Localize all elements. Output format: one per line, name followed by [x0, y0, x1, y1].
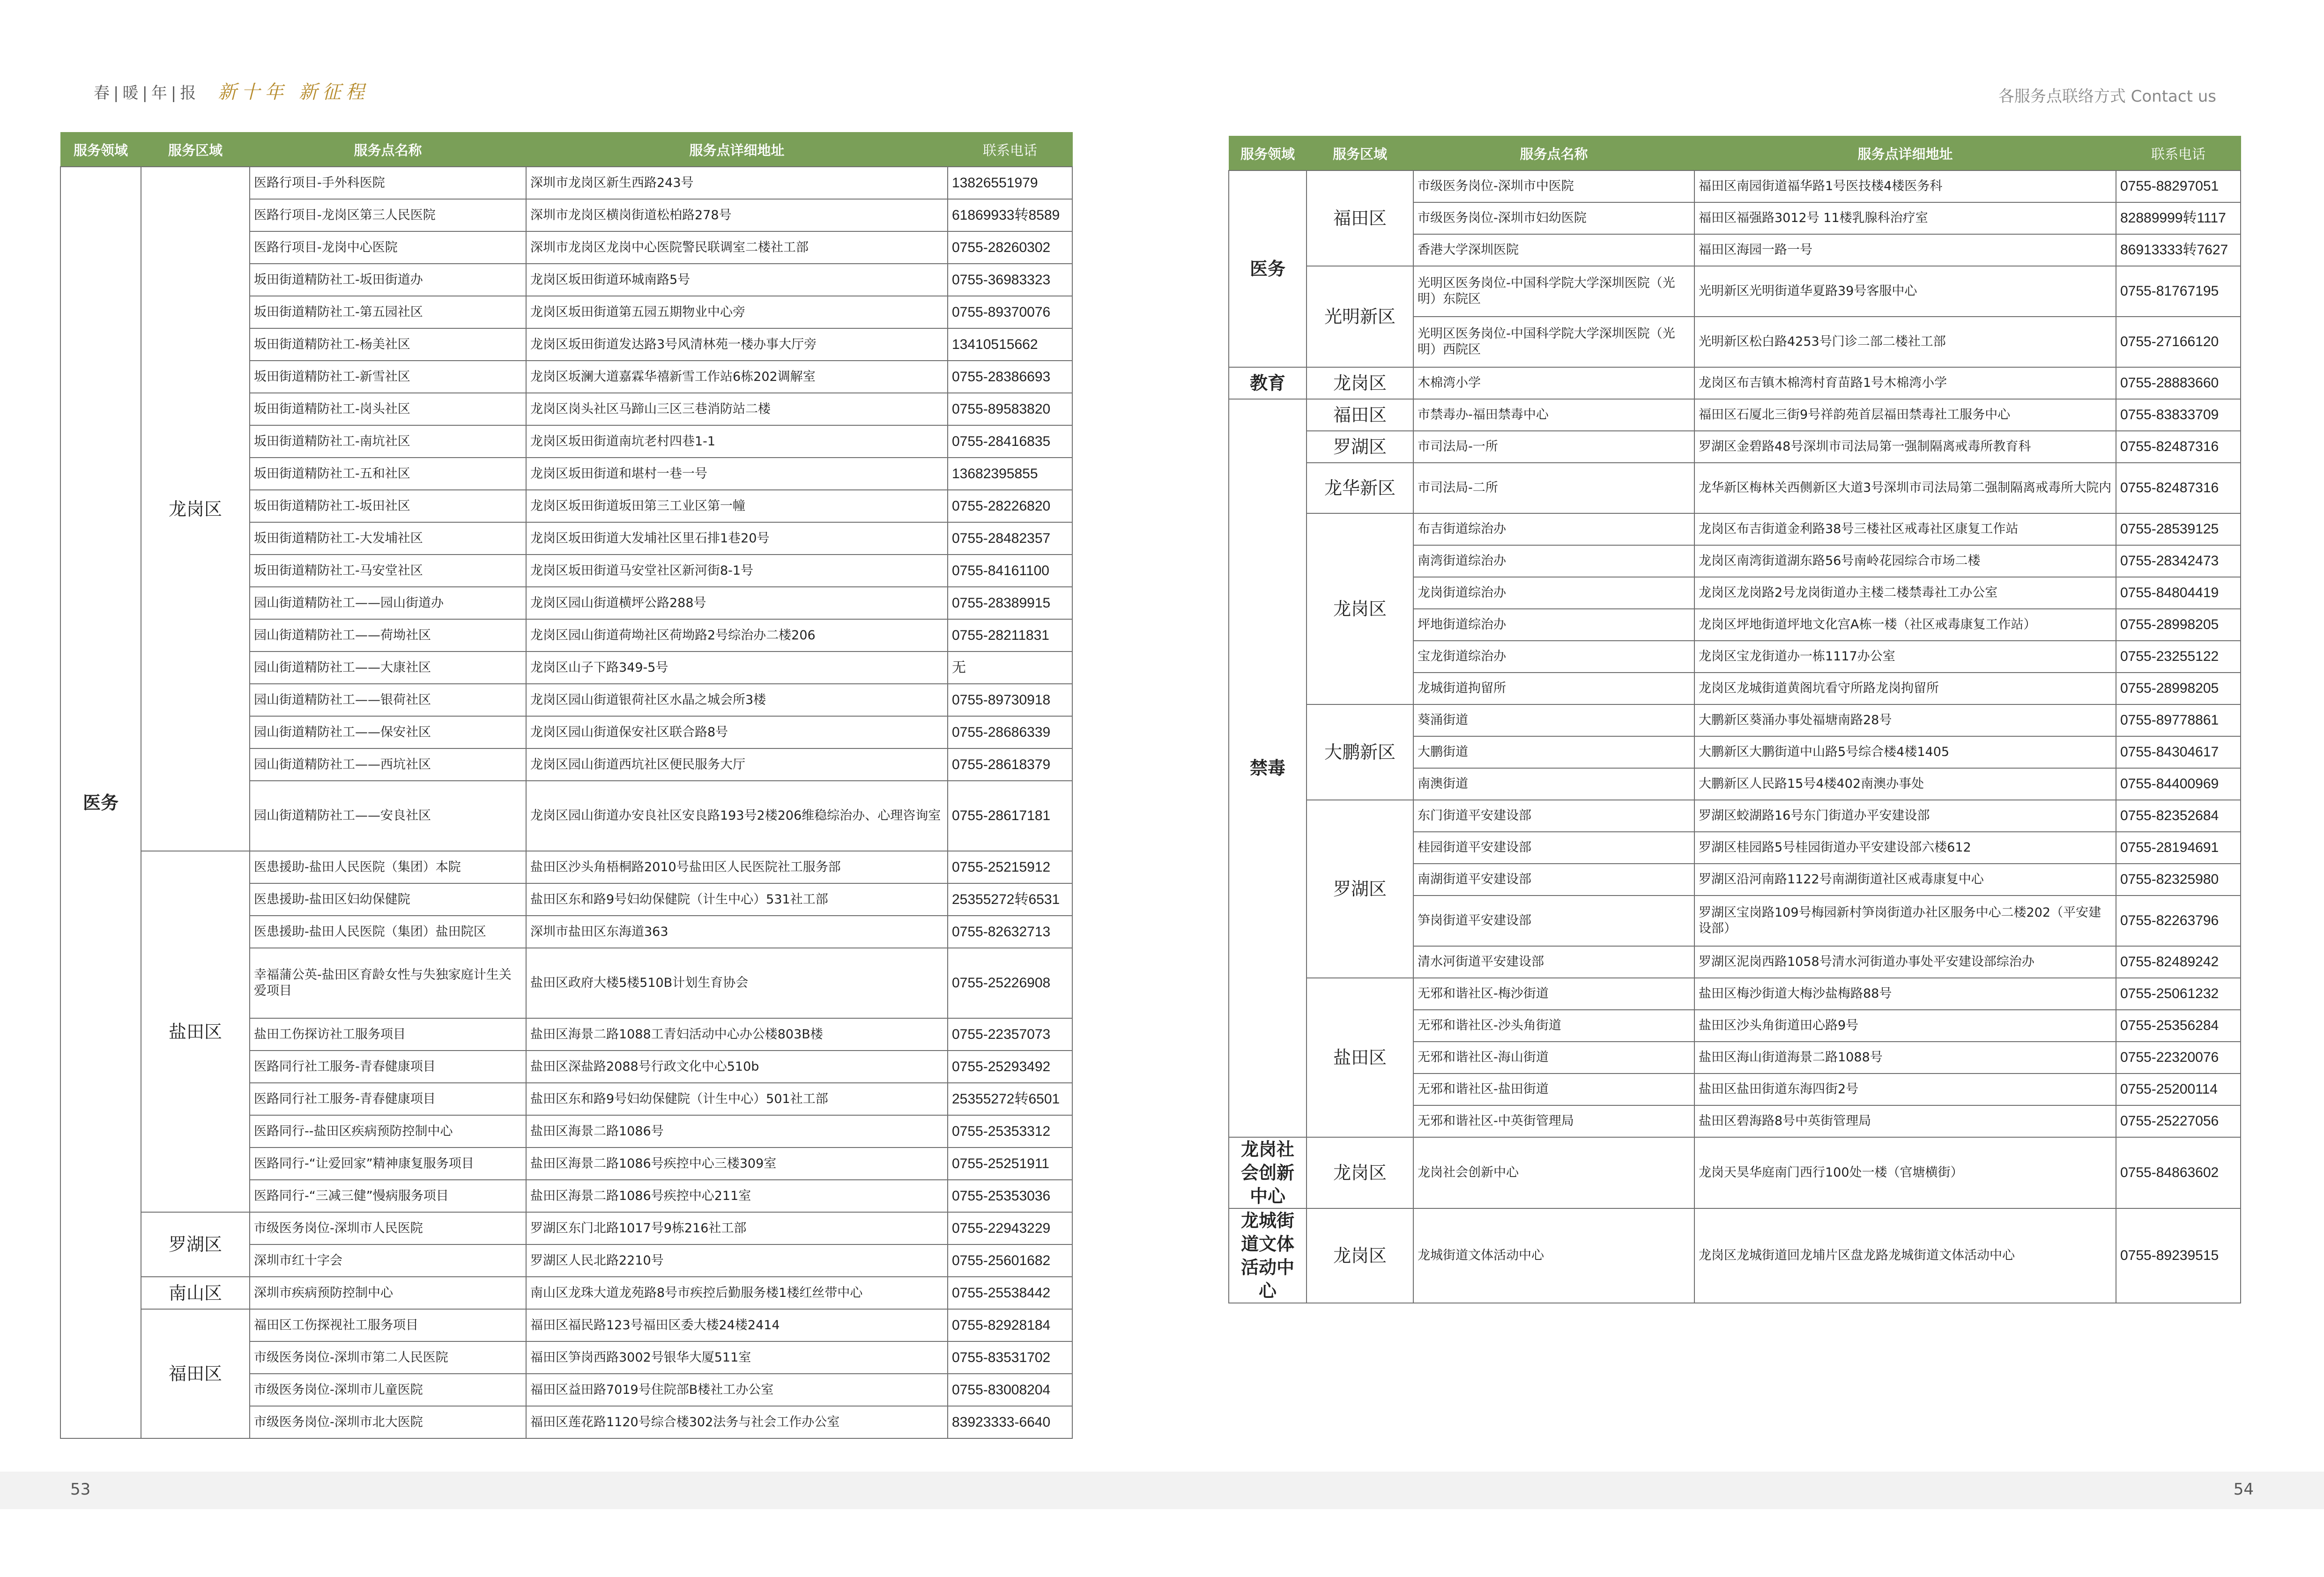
col-header-name: 服务点名称	[1413, 136, 1694, 171]
service-point-name: 坪地街道综治办	[1413, 609, 1694, 641]
service-point-phone: 0755-84161100	[948, 555, 1072, 587]
service-area: 龙岗社会创新中心	[1229, 1137, 1307, 1208]
service-point-address: 盐田区海山街道海景二路1088号	[1694, 1042, 2116, 1074]
service-point-name: 龙城街道文体活动中心	[1413, 1208, 1694, 1303]
service-point-phone: 0755-28211831	[948, 619, 1072, 652]
service-point-address: 龙岗区园山街道荷坳社区荷坳路2号综治办二楼206	[526, 619, 948, 652]
service-point-name: 无邪和谐社区-海山街道	[1413, 1042, 1694, 1074]
service-district: 盐田区	[141, 851, 250, 1212]
service-point-address: 龙岗区坂田街道第五园五期物业中心旁	[526, 296, 948, 328]
table-row	[1229, 431, 2241, 463]
table-row	[1229, 399, 2241, 431]
service-point-name: 市级医务岗位-深圳市妇幼医院	[1413, 202, 1694, 234]
service-point-name: 园山街道精防社工——荷坳社区	[250, 619, 526, 652]
service-point-phone: 0755-89239515	[2116, 1208, 2241, 1303]
service-table-right	[1228, 136, 2241, 1303]
service-point-phone: 0755-28389915	[948, 587, 1072, 619]
service-point-name: 宝龙街道综治办	[1413, 641, 1694, 673]
service-point-address: 福田区莲花路1120号综合楼302法务与社会工作办公室	[526, 1406, 948, 1438]
service-point-name: 园山街道精防社工——保安社区	[250, 716, 526, 748]
service-point-name: 幸福蒲公英-盐田区育龄女性与失独家庭计生关爱项目	[250, 948, 526, 1018]
service-point-address: 深圳市龙岗区横岗街道松柏路278号	[526, 199, 948, 231]
service-point-phone: 0755-28686339	[948, 716, 1072, 748]
service-point-name: 园山街道精防社工——西坑社区	[250, 748, 526, 781]
service-point-phone: 0755-28194691	[2116, 832, 2241, 864]
service-point-address: 福田区南园街道福华路1号医技楼4楼医务科	[1694, 170, 2116, 202]
service-point-phone: 82889999转1117	[2116, 202, 2241, 234]
service-district: 光明新区	[1307, 266, 1413, 367]
service-point-name: 医路行项目-手外科医院	[250, 167, 526, 199]
service-point-name: 坂田街道精防社工-南坑社区	[250, 425, 526, 458]
service-district: 罗湖区	[1307, 431, 1413, 463]
service-point-address: 龙岗天昊华庭南门西行100处一楼（官塘横街）	[1694, 1137, 2116, 1208]
service-point-address: 罗湖区金碧路48号深圳市司法局第一强制隔离戒毒所教育科	[1694, 431, 2116, 463]
service-point-phone: 0755-22320076	[2116, 1042, 2241, 1074]
service-point-address: 龙华新区梅林关西侧新区大道3号深圳市司法局第二强制隔离戒毒所大院内	[1694, 463, 2116, 513]
service-point-name: 园山街道精防社工——园山街道办	[250, 587, 526, 619]
service-point-phone: 0755-28998205	[2116, 609, 2241, 641]
service-point-address: 福田区海园一路一号	[1694, 234, 2116, 266]
col-header-address: 服务点详细地址	[1694, 136, 2116, 171]
service-point-name: 桂园街道平安建设部	[1413, 832, 1694, 864]
service-point-phone: 0755-84863602	[2116, 1137, 2241, 1208]
col-header-area: 服务领域	[60, 133, 141, 167]
service-point-phone: 61869933转8589	[948, 199, 1072, 231]
service-point-address: 盐田区沙头角梧桐路2010号盐田区人民医院社工服务部	[526, 851, 948, 883]
service-point-name: 福田区工伤探视社工服务项目	[250, 1309, 526, 1341]
service-point-name: 大鹏街道	[1413, 736, 1694, 768]
service-point-name: 市级医务岗位-深圳市人民医院	[250, 1212, 526, 1244]
service-point-name: 医患援助-盐田人民医院（集团）本院	[250, 851, 526, 883]
service-point-phone: 0755-83833709	[2116, 399, 2241, 431]
service-point-name: 市禁毒办-福田禁毒中心	[1413, 399, 1694, 431]
table-row	[60, 167, 1072, 199]
page-header-left	[94, 77, 369, 104]
service-point-address: 龙岗区坂澜大道嘉霖华禧新雪工作站6栋202调解室	[526, 361, 948, 393]
service-point-name: 无邪和谐社区-梅沙街道	[1413, 978, 1694, 1010]
service-point-address: 龙岗区园山街道横坪公路288号	[526, 587, 948, 619]
table-row	[60, 851, 1072, 883]
service-point-phone: 0755-25226908	[948, 948, 1072, 1018]
service-point-phone: 0755-82632713	[948, 916, 1072, 948]
service-point-phone: 0755-28226820	[948, 490, 1072, 522]
service-point-phone: 0755-28618379	[948, 748, 1072, 781]
service-point-phone: 0755-82489242	[2116, 946, 2241, 978]
service-point-phone: 0755-28883660	[2116, 367, 2241, 399]
table-row	[1229, 1208, 2241, 1303]
service-point-name: 坂田街道精防社工-五和社区	[250, 458, 526, 490]
service-point-name: 市司法局-二所	[1413, 463, 1694, 513]
service-point-address: 龙岗区坂田街道大发埔社区里石排1巷20号	[526, 522, 948, 555]
service-point-address: 龙岗区坂田街道和堪村一巷一号	[526, 458, 948, 490]
table-row	[1229, 1137, 2241, 1208]
service-point-address: 龙岗区园山街道银荷社区水晶之城会所3楼	[526, 684, 948, 716]
col-header-district: 服务区域	[141, 133, 250, 167]
service-area: 禁毒	[1229, 399, 1307, 1137]
service-point-address: 龙岗区园山街道保安社区联合路8号	[526, 716, 948, 748]
service-point-name: 无邪和谐社区-沙头角街道	[1413, 1010, 1694, 1042]
service-point-address: 福田区福强路3012号 11楼乳腺科治疗室	[1694, 202, 2116, 234]
service-point-name: 葵涌街道	[1413, 704, 1694, 736]
service-point-name: 笋岗街道平安建设部	[1413, 896, 1694, 946]
service-point-name: 坂田街道精防社工-新雪社区	[250, 361, 526, 393]
service-point-name: 南澳街道	[1413, 768, 1694, 800]
table-row	[1229, 513, 2241, 545]
service-point-phone: 0755-89778861	[2116, 704, 2241, 736]
service-point-name: 园山街道精防社工——大康社区	[250, 652, 526, 684]
service-point-phone: 0755-25356284	[2116, 1010, 2241, 1042]
service-point-address: 深圳市盐田区东海道363	[526, 916, 948, 948]
service-point-phone: 0755-28998205	[2116, 673, 2241, 704]
service-point-phone: 0755-25251911	[948, 1148, 1072, 1180]
service-point-phone: 0755-84304617	[2116, 736, 2241, 768]
service-district: 盐田区	[1307, 978, 1413, 1137]
service-district: 龙岗区	[141, 167, 250, 851]
service-point-phone: 0755-28482357	[948, 522, 1072, 555]
service-point-phone: 0755-82352684	[2116, 800, 2241, 832]
col-header-name: 服务点名称	[250, 133, 526, 167]
service-point-name: 龙岗社会创新中心	[1413, 1137, 1694, 1208]
service-point-name: 坂田街道精防社工-马安堂社区	[250, 555, 526, 587]
service-point-address: 光明新区松白路4253号门诊二部二楼社工部	[1694, 317, 2116, 367]
service-point-address: 龙岗区山子下路349-5号	[526, 652, 948, 684]
service-point-address: 盐田区海景二路1086号疾控中心211室	[526, 1180, 948, 1212]
service-point-phone: 13410515662	[948, 328, 1072, 361]
service-district: 龙岗区	[1307, 1137, 1413, 1208]
service-point-name: 医路同行社工服务-青春健康项目	[250, 1083, 526, 1115]
table-header-row	[1229, 136, 2241, 171]
service-point-name: 东门街道平安建设部	[1413, 800, 1694, 832]
service-point-name: 光明区医务岗位-中国科学院大学深圳医院（光明）西院区	[1413, 317, 1694, 367]
service-point-phone: 0755-82325980	[2116, 864, 2241, 896]
service-point-phone: 0755-84804419	[2116, 577, 2241, 609]
service-point-phone: 0755-83008204	[948, 1374, 1072, 1406]
service-point-address: 龙岗区园山街道办安良社区安良路193号2楼206维稳综治办、心理咨询室	[526, 781, 948, 851]
service-point-name: 香港大学深圳医院	[1413, 234, 1694, 266]
service-point-phone: 0755-25227056	[2116, 1105, 2241, 1137]
service-point-address: 龙岗区龙城街道回龙埔片区盘龙路龙城街道文体活动中心	[1694, 1208, 2116, 1303]
service-point-phone: 0755-89370076	[948, 296, 1072, 328]
service-point-address: 深圳市龙岗区新生西路243号	[526, 167, 948, 199]
service-point-name: 深圳市疾病预防控制中心	[250, 1277, 526, 1309]
service-point-address: 龙岗区坂田街道南坑老村四巷1-1	[526, 425, 948, 458]
service-point-address: 盐田区政府大楼5楼510B计划生育协会	[526, 948, 948, 1018]
service-point-name: 布吉街道综治办	[1413, 513, 1694, 545]
service-point-phone: 无	[948, 652, 1072, 684]
service-point-phone: 0755-82928184	[948, 1309, 1072, 1341]
service-area: 龙城街道文体活动中心	[1229, 1208, 1307, 1303]
report-title: 春|暖|年|报	[94, 84, 200, 103]
service-point-name: 园山街道精防社工——银荷社区	[250, 684, 526, 716]
service-point-name: 医患援助-盐田区妇幼保健院	[250, 883, 526, 916]
service-point-address: 龙岗区坪地街道坪地文化宫A栋一楼（社区戒毒康复工作站）	[1694, 609, 2116, 641]
service-point-address: 龙岗区坂田街道环城南路5号	[526, 264, 948, 296]
page-number-right: 54	[2233, 1480, 2254, 1499]
service-point-phone: 0755-89583820	[948, 393, 1072, 425]
service-district: 龙华新区	[1307, 463, 1413, 513]
table-header-row	[60, 133, 1072, 167]
service-point-phone: 0755-25538442	[948, 1277, 1072, 1309]
service-point-name: 坂田街道精防社工-第五园社区	[250, 296, 526, 328]
service-point-address: 罗湖区泥岗西路1058号清水河街道办事处平安建设部综治办	[1694, 946, 2116, 978]
service-point-phone: 0755-28416835	[948, 425, 1072, 458]
service-area: 教育	[1229, 367, 1307, 399]
service-point-address: 龙岗区坂田街道发达路3号风清林苑一楼办事大厅旁	[526, 328, 948, 361]
service-point-address: 光明新区光明街道华夏路39号客服中心	[1694, 266, 2116, 317]
service-point-phone: 0755-27166120	[2116, 317, 2241, 367]
service-point-address: 龙岗区布吉镇木棉湾村育苗路1号木棉湾小学	[1694, 367, 2116, 399]
service-point-phone: 0755-25215912	[948, 851, 1072, 883]
col-header-district: 服务区域	[1307, 136, 1413, 171]
service-point-name: 南湾街道综治办	[1413, 545, 1694, 577]
service-district: 福田区	[1307, 170, 1413, 266]
col-header-address: 服务点详细地址	[526, 133, 948, 167]
service-point-address: 罗湖区蛟湖路16号东门街道办平安建设部	[1694, 800, 2116, 832]
service-point-address: 大鹏新区大鹏街道中山路5号综合楼4楼1405	[1694, 736, 2116, 768]
service-point-address: 罗湖区沿河南路1122号南湖街道社区戒毒康复中心	[1694, 864, 2116, 896]
service-point-address: 龙岗区南湾街道湖东路56号南岭花园综合市场二楼	[1694, 545, 2116, 577]
service-point-name: 光明区医务岗位-中国科学院大学深圳医院（光明）东院区	[1413, 266, 1694, 317]
service-point-address: 罗湖区宝岗路109号梅园新村笋岗街道办社区服务中心二楼202（平安建设部）	[1694, 896, 2116, 946]
service-point-address: 龙岗区园山街道西坑社区便民服务大厅	[526, 748, 948, 781]
service-point-address: 龙岗区坂田街道马安堂社区新河街8-1号	[526, 555, 948, 587]
service-point-name: 园山街道精防社工——安良社区	[250, 781, 526, 851]
report-slogan: 新十年 新征程	[218, 81, 369, 103]
service-point-address: 盐田区沙头角街道田心路9号	[1694, 1010, 2116, 1042]
service-point-address: 龙岗区坂田街道坂田第三工业区第一幢	[526, 490, 948, 522]
service-point-address: 盐田区梅沙街道大梅沙盐梅路88号	[1694, 978, 2116, 1010]
service-point-name: 坂田街道精防社工-杨美社区	[250, 328, 526, 361]
service-point-phone: 0755-22357073	[948, 1018, 1072, 1051]
table-row	[1229, 704, 2241, 736]
service-point-name: 医患援助-盐田人民医院（集团）盐田院区	[250, 916, 526, 948]
col-header-phone: 联系电话	[948, 133, 1072, 167]
service-point-address: 盐田区深盐路2088号行政文化中心510b	[526, 1051, 948, 1083]
service-district: 龙岗区	[1307, 513, 1413, 704]
footer-band	[0, 1472, 2324, 1509]
service-point-address: 福田区益田路7019号住院部B楼社工办公室	[526, 1374, 948, 1406]
service-point-name: 木棉湾小学	[1413, 367, 1694, 399]
service-point-address: 福田区石厦北三街9号祥韵苑首层福田禁毒社工服务中心	[1694, 399, 2116, 431]
service-point-phone: 0755-89730918	[948, 684, 1072, 716]
service-point-phone: 0755-25353312	[948, 1115, 1072, 1148]
table-row	[1229, 463, 2241, 513]
service-point-address: 罗湖区人民北路2210号	[526, 1244, 948, 1277]
service-point-name: 医路同行-“三减三健”慢病服务项目	[250, 1180, 526, 1212]
service-point-name: 盐田工伤探访社工服务项目	[250, 1018, 526, 1051]
service-point-phone: 25355272转6531	[948, 883, 1072, 916]
service-point-name: 市级医务岗位-深圳市北大医院	[250, 1406, 526, 1438]
service-point-address: 龙岗区岗头社区马蹄山三区三巷消防站二楼	[526, 393, 948, 425]
service-point-address: 大鹏新区人民路15号4楼402南澳办事处	[1694, 768, 2116, 800]
service-point-phone: 0755-28539125	[2116, 513, 2241, 545]
service-point-address: 龙岗区龙城街道黄阁坑看守所路龙岗拘留所	[1694, 673, 2116, 704]
service-point-phone: 0755-25061232	[2116, 978, 2241, 1010]
service-point-name: 坂田街道精防社工-岗头社区	[250, 393, 526, 425]
table-row	[1229, 978, 2241, 1010]
col-header-area: 服务领域	[1229, 136, 1307, 171]
service-point-phone: 0755-28386693	[948, 361, 1072, 393]
service-point-phone: 83923333-6640	[948, 1406, 1072, 1438]
service-point-phone: 0755-25200114	[2116, 1074, 2241, 1105]
service-point-address: 福田区笋岗西路3002号银华大厦511室	[526, 1341, 948, 1374]
page-header-right: 各服务点联络方式 Contact us	[1998, 87, 2216, 106]
table-row	[60, 1212, 1072, 1244]
service-district: 福田区	[141, 1309, 250, 1438]
service-point-address: 大鹏新区葵涌办事处福塘南路28号	[1694, 704, 2116, 736]
service-point-phone: 0755-28342473	[2116, 545, 2241, 577]
service-point-name: 坂田街道精防社工-坂田社区	[250, 490, 526, 522]
service-point-phone: 0755-81767195	[2116, 266, 2241, 317]
service-point-name: 无邪和谐社区-中英街管理局	[1413, 1105, 1694, 1137]
service-point-name: 南湖街道平安建设部	[1413, 864, 1694, 896]
table-row	[1229, 800, 2241, 832]
service-point-phone: 0755-25601682	[948, 1244, 1072, 1277]
service-point-address: 龙岗区布吉街道金利路38号三楼社区戒毒社区康复工作站	[1694, 513, 2116, 545]
service-district: 龙岗区	[1307, 1208, 1413, 1303]
service-point-phone: 25355272转6501	[948, 1083, 1072, 1115]
service-point-phone: 13682395855	[948, 458, 1072, 490]
service-point-name: 龙城街道拘留所	[1413, 673, 1694, 704]
service-point-phone: 0755-82487316	[2116, 431, 2241, 463]
service-point-name: 市级医务岗位-深圳市第二人民医院	[250, 1341, 526, 1374]
service-point-phone: 13826551979	[948, 167, 1072, 199]
service-point-phone: 0755-22943229	[948, 1212, 1072, 1244]
service-district: 福田区	[1307, 399, 1413, 431]
service-point-address: 深圳市龙岗区龙岗中心医院警民联调室二楼社工部	[526, 231, 948, 264]
service-point-name: 市司法局-一所	[1413, 431, 1694, 463]
table-row	[1229, 367, 2241, 399]
service-point-address: 盐田区海景二路1088工青妇活动中心办公楼803B楼	[526, 1018, 948, 1051]
service-point-phone: 0755-82263796	[2116, 896, 2241, 946]
service-area: 医务	[1229, 170, 1307, 367]
service-point-phone: 0755-83531702	[948, 1341, 1072, 1374]
service-point-name: 坂田街道精防社工-大发埔社区	[250, 522, 526, 555]
service-point-name: 市级医务岗位-深圳市儿童医院	[250, 1374, 526, 1406]
service-point-name: 坂田街道精防社工-坂田街道办	[250, 264, 526, 296]
service-point-phone: 0755-82487316	[2116, 463, 2241, 513]
service-table-left	[60, 132, 1073, 1439]
service-point-phone: 0755-28260302	[948, 231, 1072, 264]
col-header-phone: 联系电话	[2116, 136, 2241, 171]
page-number-left: 53	[70, 1480, 91, 1499]
service-point-address: 盐田区盐田街道东海四街2号	[1694, 1074, 2116, 1105]
service-point-phone: 0755-25353036	[948, 1180, 1072, 1212]
service-point-address: 盐田区海景二路1086号疾控中心三楼309室	[526, 1148, 948, 1180]
service-point-address: 福田区福民路123号福田区委大楼24楼2414	[526, 1309, 948, 1341]
service-point-phone: 86913333转7627	[2116, 234, 2241, 266]
service-point-name: 深圳市红十字会	[250, 1244, 526, 1277]
service-point-address: 盐田区东和路9号妇幼保健院（计生中心）501社工部	[526, 1083, 948, 1115]
table-row	[1229, 170, 2241, 202]
service-district: 大鹏新区	[1307, 704, 1413, 800]
service-district: 罗湖区	[141, 1212, 250, 1277]
service-point-name: 龙岗街道综治办	[1413, 577, 1694, 609]
service-point-name: 市级医务岗位-深圳市中医院	[1413, 170, 1694, 202]
service-point-name: 医路同行--盐田区疾病预防控制中心	[250, 1115, 526, 1148]
service-point-name: 无邪和谐社区-盐田街道	[1413, 1074, 1694, 1105]
service-point-phone: 0755-84400969	[2116, 768, 2241, 800]
service-district: 龙岗区	[1307, 367, 1413, 399]
service-point-address: 盐田区东和路9号妇幼保健院（计生中心）531社工部	[526, 883, 948, 916]
service-point-address: 罗湖区东门北路1017号9栋216社工部	[526, 1212, 948, 1244]
service-point-name: 医路同行社工服务-青春健康项目	[250, 1051, 526, 1083]
service-point-phone: 0755-28617181	[948, 781, 1072, 851]
service-area: 医务	[60, 167, 141, 1438]
service-district: 罗湖区	[1307, 800, 1413, 978]
service-point-phone: 0755-36983323	[948, 264, 1072, 296]
service-point-phone: 0755-88297051	[2116, 170, 2241, 202]
table-row	[60, 1277, 1072, 1309]
service-point-address: 南山区龙珠大道龙苑路8号市疾控后勤服务楼1楼红丝带中心	[526, 1277, 948, 1309]
service-district: 南山区	[141, 1277, 250, 1309]
service-point-address: 盐田区碧海路8号中英街管理局	[1694, 1105, 2116, 1137]
service-point-phone: 0755-23255122	[2116, 641, 2241, 673]
service-point-address: 龙岗区龙岗路2号龙岗街道办主楼二楼禁毒社工办公室	[1694, 577, 2116, 609]
service-point-name: 医路同行-“让爱回家”精神康复服务项目	[250, 1148, 526, 1180]
service-point-name: 清水河街道平安建设部	[1413, 946, 1694, 978]
service-point-address: 龙岗区宝龙街道办一栋1117办公室	[1694, 641, 2116, 673]
service-point-name: 医路行项目-龙岗区第三人民医院	[250, 199, 526, 231]
service-point-name: 医路行项目-龙岗中心医院	[250, 231, 526, 264]
service-point-phone: 0755-25293492	[948, 1051, 1072, 1083]
service-point-address: 罗湖区桂园路5号桂园街道办平安建设部六楼612	[1694, 832, 2116, 864]
table-row	[1229, 266, 2241, 317]
service-point-address: 盐田区海景二路1086号	[526, 1115, 948, 1148]
table-row	[60, 1309, 1072, 1341]
